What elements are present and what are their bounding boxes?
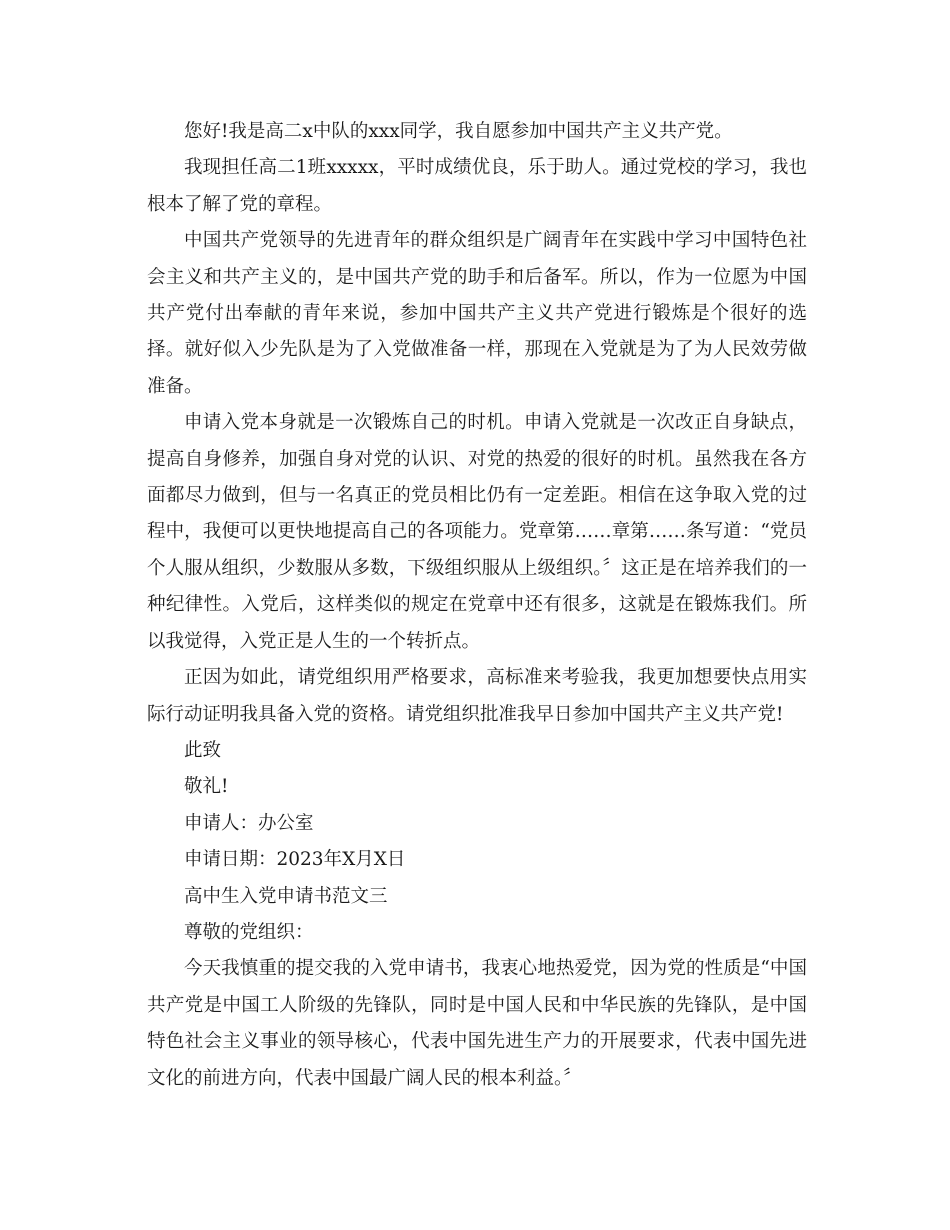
section-title: 高中生入党申请书范文三 bbox=[184, 885, 388, 907]
closing-line-1: 此致 bbox=[184, 739, 222, 761]
paragraph-greeting: 您好!我是高二x中队的xxx同学，我自愿参加中国共产主义共产党。 bbox=[184, 121, 733, 142]
salutation-line: 尊敬的党组织： bbox=[184, 921, 314, 943]
paragraph-opportunity: 申请入党本身就是一次锻炼自己的时机。申请入党就是一次改正自身缺点，提高自身修养，加强自身对党的认识、对党的热爱的很好的时机。虽然我在各方面都尽力做到，但与一名真正的党员相比仍有一定差距。相信在这争取入党的过程中，我便可以更快地提高自己的各项能力。党章第……章第……条写道：“党员个人服从组织，少数服从多数，下级组织服从上级组织。〞这正是在培养我们的一种纪律性。入党后，这样类似的规定在党章中还有很多，这就是在锻炼我们。所以我觉得，入党正是人生的一个转折点。 bbox=[147, 412, 807, 652]
closing-line-2: 敬礼! bbox=[184, 776, 229, 798]
applicant-line: 申请人：办公室 bbox=[184, 812, 314, 834]
document-body bbox=[147, 114, 807, 1097]
paragraph-introduction: 我现担任高二1班xxxxx，平时成绩优良，乐于助人。通过党校的学习，我也根本了解了党的章程。 bbox=[147, 157, 807, 215]
date-line: 申请日期：2023年X月X日 bbox=[184, 849, 406, 871]
paragraph-organization: 中国共产党领导的先进青年的群众组织是广阔青年在实践中学习中国特色社会主义和共产主义的，是中国共产党的助手和后备军。所以，作为一位愿为中国共产党付出奉献的青年来说，参加中国共产主义共产党进行锻炼是个很好的选择。就好似入少先队是为了入党做准备一样，那现在入党就是为了为人民效劳做准备。 bbox=[147, 230, 807, 397]
paragraph-request: 正因为如此，请党组织用严格要求，高标准来考验我，我更加想要快点用实际行动证明我具备入党的资格。请党组织批准我早日参加中国共产主义共产党! bbox=[147, 667, 807, 725]
paragraph-submission: 今天我慎重的提交我的入党申请书，我衷心地热爱党，因为党的性质是“中国共产党是中国工人阶级的先锋队，同时是中国人民和中华民族的先锋队，是中国特色社会主义事业的领导核心，代表中国先进生产力的开展要求，代表中国先进文化的前进方向，代表中国最广阔人民的根本利益。〞 bbox=[147, 958, 807, 1089]
